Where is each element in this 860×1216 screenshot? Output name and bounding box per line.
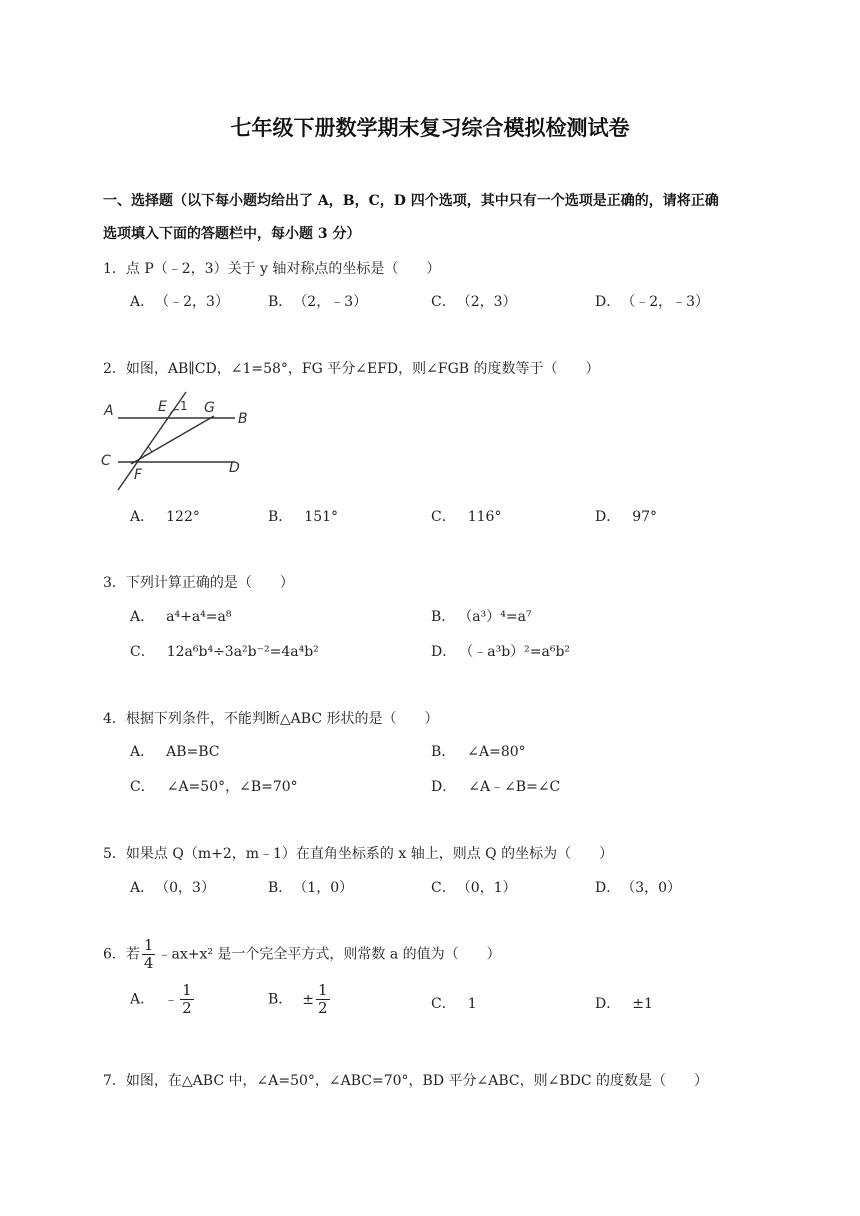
label-d: D	[229, 460, 240, 476]
q1-option-c	[431, 291, 517, 311]
label-b: B	[238, 411, 248, 427]
option-letter: A．	[130, 991, 155, 1008]
option-text: 12a⁶b⁴÷3a²b⁻²=4a⁴b²	[166, 644, 319, 660]
option-letter: B．	[431, 744, 456, 760]
option-sign: ﹣	[164, 991, 179, 1008]
frac-denominator: 2	[318, 999, 328, 1017]
option-letter: A．	[130, 744, 155, 760]
q4-option-c	[130, 776, 298, 796]
option-letter: A．	[130, 294, 155, 310]
option-letter: D．	[595, 509, 621, 525]
fraction-one-half	[180, 982, 194, 1017]
q3-option-b	[431, 606, 532, 626]
q5-option-a	[130, 877, 215, 897]
option-letter: C．	[130, 779, 155, 795]
option-letter: C．	[431, 880, 456, 896]
option-letter: B．	[268, 509, 293, 525]
q4-option-d	[431, 776, 560, 796]
question-1-stem: 1．点 P（﹣2，3）关于 y 轴对称点的坐标是（ ）	[103, 261, 441, 277]
fraction-one-half	[316, 982, 330, 1017]
q5-option-c	[431, 877, 517, 897]
option-text: （﹣a³b）²=a⁶b²	[466, 644, 571, 660]
stem-suffix: ﹣ax+x² 是一个完全平方式，则常数 a 的值为（ ）	[157, 946, 501, 963]
frac-denominator: 4	[143, 954, 154, 972]
q5-option-b	[268, 877, 353, 897]
option-letter: A．	[130, 880, 155, 896]
q3-option-a	[130, 606, 231, 626]
q2-option-a	[130, 506, 200, 526]
option-letter: B．	[268, 880, 293, 896]
option-letter: D．	[595, 880, 621, 896]
option-letter: C．	[130, 644, 155, 660]
q5-option-d	[595, 877, 681, 897]
q6-option-d	[595, 993, 653, 1013]
parallel-lines-figure	[100, 388, 250, 494]
option-text: ∠A﹣∠B=∠C	[468, 779, 561, 795]
option-text: （0，3）	[162, 880, 215, 896]
option-letter: A．	[130, 609, 155, 625]
label-f: F	[134, 467, 143, 483]
option-letter: C．	[431, 294, 456, 310]
q6-option-c	[431, 993, 477, 1013]
option-letter: A．	[130, 509, 155, 525]
option-letter: B．	[431, 609, 456, 625]
label-e: E	[158, 399, 167, 415]
q4-option-a	[130, 741, 220, 761]
fraction-one-quarter	[142, 937, 156, 972]
option-sign: ±	[302, 991, 315, 1008]
option-text: ∠A=50°，∠B=70°	[166, 779, 298, 795]
q1-option-d	[595, 291, 709, 311]
option-text: ±1	[632, 996, 653, 1012]
q1-option-b	[268, 291, 367, 311]
option-text: 116°	[467, 509, 502, 525]
option-letter: D．	[595, 996, 621, 1012]
option-text: ∠A=80°	[467, 744, 526, 760]
option-text: 97°	[632, 509, 658, 525]
option-text: 122°	[166, 509, 200, 525]
option-letter: C．	[431, 996, 456, 1012]
question-2-stem: 2．如图，AB∥CD，∠1=58°，FG 平分∠EFD，则∠FGB 的度数等于（ ）	[103, 361, 600, 377]
line-fg	[131, 416, 214, 464]
q1-option-a	[130, 291, 229, 311]
section-heading-line1: 一、选择题（以下每小题均给出了 A，B，C，D 四个选项，其中只有一个选项是正确的，请将正确	[103, 193, 719, 209]
q2-option-d	[595, 506, 657, 526]
option-letter: B．	[268, 991, 293, 1008]
q2-option-b	[268, 506, 338, 526]
question-3-stem: 3．下列计算正确的是（ ）	[103, 575, 294, 591]
page-title: 七年级下册数学期末复习综合模拟检测试卷	[230, 115, 630, 140]
q6-option-a	[130, 982, 196, 1017]
frac-numerator: 1	[182, 981, 192, 999]
option-letter: D．	[431, 644, 457, 660]
option-text: （3，0）	[628, 880, 682, 896]
frac-numerator: 1	[143, 936, 154, 954]
transversal-ef	[118, 392, 186, 490]
option-text: 151°	[304, 509, 339, 525]
label-a: A	[104, 403, 114, 419]
option-letter: B．	[268, 294, 293, 310]
q3-option-d	[431, 641, 570, 661]
q3-option-c	[130, 641, 319, 661]
option-text: a⁴+a⁴=a⁸	[166, 609, 232, 625]
option-letter: D．	[595, 294, 621, 310]
option-text: （2，﹣3）	[300, 294, 368, 310]
option-text: 1	[467, 996, 477, 1012]
question-5-stem: 5．如果点 Q（m+2，m﹣1）在直角坐标系的 x 轴上，则点 Q 的坐标为（ ）	[103, 846, 614, 862]
label-g: G	[204, 400, 215, 416]
label-angle-1: 1	[180, 399, 188, 413]
option-text: （﹣2，3）	[162, 294, 229, 310]
option-letter: D．	[431, 779, 457, 795]
option-text: （1，0）	[300, 880, 354, 896]
option-text: （0，1）	[463, 880, 517, 896]
q4-option-b	[431, 741, 526, 761]
option-text: （a³）⁴=a⁷	[465, 609, 532, 625]
q6-option-b	[268, 982, 332, 1017]
question-4-stem: 4．根据下列条件，不能判断△ABC 形状的是（ ）	[103, 711, 439, 727]
option-text: （2，3）	[463, 294, 517, 310]
question-6-stem	[103, 937, 501, 972]
frac-denominator: 2	[182, 999, 192, 1017]
q2-option-c	[431, 506, 501, 526]
option-text: （﹣2，﹣3）	[628, 294, 710, 310]
frac-numerator: 1	[318, 981, 328, 999]
label-c: C	[101, 453, 111, 469]
option-letter: C．	[431, 509, 456, 525]
section-heading-line2: 选项填入下面的答题栏中，每小题 3 分）	[103, 226, 361, 242]
question-7-stem: 7．如图，在△ABC 中，∠A=50°，∠ABC=70°，BD 平分∠ABC，则∠BDC 的度数是（ ）	[103, 1073, 708, 1089]
stem-prefix: 6．若	[103, 946, 140, 963]
option-text: AB=BC	[166, 744, 220, 760]
